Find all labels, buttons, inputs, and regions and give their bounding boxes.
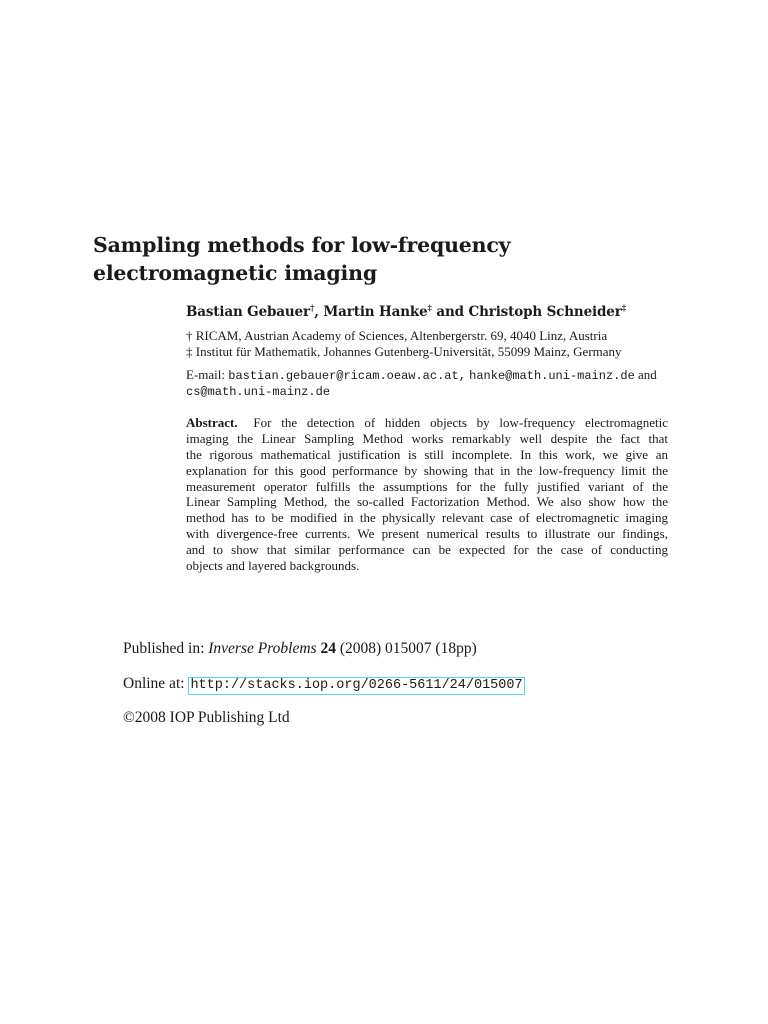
publication-details: (2008) 015007 (18pp)	[335, 640, 477, 657]
author-separator: ,	[314, 304, 324, 320]
title-line-1: Sampling methods for low-frequency	[93, 233, 511, 257]
author-separator: and	[431, 304, 469, 320]
author-name: Christoph Schneider	[468, 304, 622, 320]
abstract-line: measurement operator fulfills the assumptions for the fully justified variant of the	[186, 478, 668, 494]
email-conjunction: and	[634, 367, 657, 382]
journal-name: Inverse Problems	[208, 640, 317, 657]
affiliation-mark: †	[309, 303, 315, 314]
affiliation-mark: ‡	[427, 303, 432, 314]
abstract-line: the rigorous mathematical justification is still incomplete. In this work, we give an	[186, 446, 668, 462]
published-in	[123, 639, 477, 659]
abstract-line: and to show that similar performance can be expected for the case of conducting	[186, 542, 668, 558]
online-at	[123, 674, 525, 695]
abstract-text: For the detection of hidden objects by low-frequency electromagnetic	[253, 415, 668, 430]
abstract-line	[186, 415, 668, 431]
author-list	[186, 303, 626, 321]
abstract	[186, 415, 668, 574]
published-label: Published in:	[123, 640, 209, 657]
abstract-line: method has to be modified in the physically relevant case of electromagnetic imaging	[186, 510, 668, 526]
abstract-line: imaging the Linear Sampling Method works remarkably well despite the fact that	[186, 430, 668, 446]
copyright-notice: ©2008 IOP Publishing Ltd	[123, 709, 290, 726]
email-label: E-mail:	[186, 367, 229, 382]
email-address: bastian.gebauer@ricam.oeaw.ac.at,	[228, 369, 466, 383]
email-address: hanke@math.uni-mainz.de	[469, 369, 635, 383]
affiliation-mainz: ‡ Institut für Mathematik, Johannes Gutenberg-Universität, 55099 Mainz, Germany	[186, 344, 622, 359]
journal-volume: 24	[320, 640, 336, 657]
abstract-line: explanation for this good performance by showing that in the low-frequency limit the	[186, 462, 668, 478]
online-label: Online at:	[123, 675, 189, 692]
abstract-line: objects and layered backgrounds.	[186, 558, 360, 574]
paper-title	[93, 231, 653, 287]
abstract-line: with divergence-free currents. We present numerical results to illustrate our findings,	[186, 526, 668, 542]
affiliation-ricam: † RICAM, Austrian Academy of Sciences, Altenbergerstr. 69, 4040 Linz, Austria	[186, 328, 608, 343]
email-address: cs@math.uni-mainz.de	[186, 385, 331, 399]
author-name: Bastian Gebauer	[186, 304, 310, 320]
abstract-label: Abstract.	[186, 415, 238, 430]
abstract-line: Linear Sampling Method, the so-called Factorization Method. We also show how the	[186, 494, 668, 510]
affiliation-mark: ‡	[621, 303, 626, 314]
email-line	[186, 382, 330, 401]
author-name: Martin Hanke	[323, 304, 428, 320]
article-url-link[interactable]: http://stacks.iop.org/0266-5611/24/015007	[190, 678, 523, 693]
title-line-2: electromagnetic imaging	[93, 261, 377, 285]
